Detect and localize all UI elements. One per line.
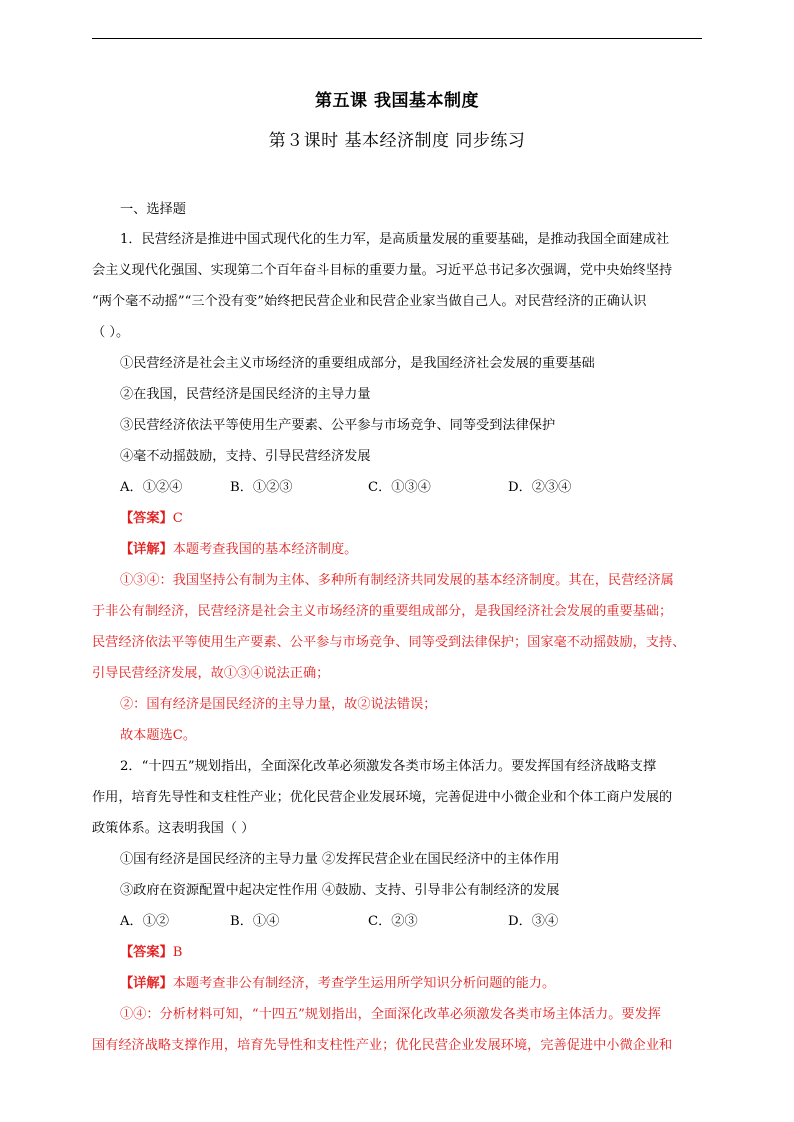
- q1-item: ②在我国，民营经济是国民经济的主导力量: [120, 387, 371, 402]
- q2-option-b: B．①④: [230, 914, 280, 929]
- answer-value: B: [172, 945, 183, 960]
- q2-option-d: D．③④: [508, 914, 559, 929]
- explain-label: 【详解】: [120, 542, 173, 557]
- q1-option-a: A．①②④: [120, 480, 183, 495]
- explain-text: 本题考查我国的基本经济制度。: [172, 542, 358, 557]
- q2-option-c: C．②③: [368, 914, 418, 929]
- q1-stem-line: “两个毫不动摇”“三个没有变”始终把民营企业和民营企业家当做自己人。对民营经济的正确认识: [92, 294, 647, 309]
- explain-label: 【详解】: [120, 976, 173, 991]
- lesson-subtitle: 第３课时 基本经济制度 同步练习: [268, 131, 526, 151]
- q1-analysis-line: 引导民营经济发展，故①③④说法正确；: [92, 666, 330, 681]
- answer-label: 【答案】: [120, 945, 173, 960]
- q2-analysis-line: ①④：分析材料可知，“十四五”规划指出，全面深化改革必须激发各类市场主体活力。要发挥: [120, 1007, 661, 1022]
- q1-analysis-line: 民营经济依法平等使用生产要素、公平参与市场竞争、同等受到法律保护；国家毫不动摇鼓励，支持、: [92, 635, 686, 650]
- q2-item: ③政府在资源配置中起决定性作用 ④鼓励、支持、引导非公有制经济的发展: [120, 883, 560, 898]
- explain-text: 本题考查非公有制经济，考查学生运用所学知识分析问题的能力。: [172, 976, 556, 991]
- q1-analysis-line: ①③④：我国坚持公有制为主体、多种所有制经济共同发展的基本经济制度。其在，民营经济属: [120, 573, 674, 588]
- q2-answer: [120, 943, 182, 963]
- lesson-title: 第五课 我国基本制度: [315, 91, 479, 111]
- q2-item: ①国有经济是国民经济的主导力量 ②发挥民营企业在国民经济中的主体作用: [120, 852, 560, 867]
- answer-label: 【答案】: [120, 511, 173, 526]
- q1-analysis-line: 于非公有制经济，民营经济是社会主义市场经济的重要组成部分，是我国经济社会发展的重要基础；: [92, 604, 673, 619]
- q1-explain: [120, 540, 357, 560]
- q2-stem-line: 作用，培育先导性和支柱性产业；优化民营企业发展环境，完善促进中小微企业和个体工商户发展的: [92, 790, 673, 805]
- q1-item: ①民营经济是社会主义市场经济的重要组成部分，是我国经济社会发展的重要基础: [120, 356, 595, 371]
- q2-stem-line: 2．“十四五”规划指出，全面深化改革必须激发各类市场主体活力。要发挥国有经济战略支撑: [120, 759, 657, 774]
- q1-analysis-line: 故本题选C。: [120, 728, 197, 743]
- section-heading: 一、选择题: [120, 202, 186, 217]
- q2-option-a: A．①②: [120, 914, 170, 929]
- q1-option-b: B．①②③: [230, 480, 293, 495]
- q1-answer: [120, 509, 183, 529]
- q1-option-d: D．②③④: [508, 480, 572, 495]
- q1-item: ③民营经济依法平等使用生产要素、公平参与市场竞争、同等受到法律保护: [120, 418, 556, 433]
- q1-analysis-line: ②：国有经济是国民经济的主导力量，故②说法错误；: [120, 697, 437, 712]
- q1-option-c: C．①③④: [368, 480, 431, 495]
- q1-item: ④毫不动摇鼓励，支持、引导民营经济发展: [120, 449, 371, 464]
- q2-explain: [120, 974, 555, 994]
- q2-analysis-line: 国有经济战略支撑作用，培育先导性和支柱性产业；优化民营企业发展环境，完善促进中小微企业和: [92, 1038, 673, 1053]
- answer-value: C: [172, 511, 183, 526]
- q2-stem-line: 政策体系。这表明我国（ ）: [92, 821, 255, 836]
- q1-stem-line: （ ）。: [92, 325, 130, 340]
- header-rule: [92, 38, 702, 39]
- q1-stem-line: 会主义现代化强国、实现第二个百年奋斗目标的重要力量。习近平总书记多次强调，党中央始终坚持: [92, 263, 673, 278]
- q1-stem-line: 1．民营经济是推进中国式现代化的生力军，是高质量发展的重要基础，是推动我国全面建成社: [120, 232, 670, 247]
